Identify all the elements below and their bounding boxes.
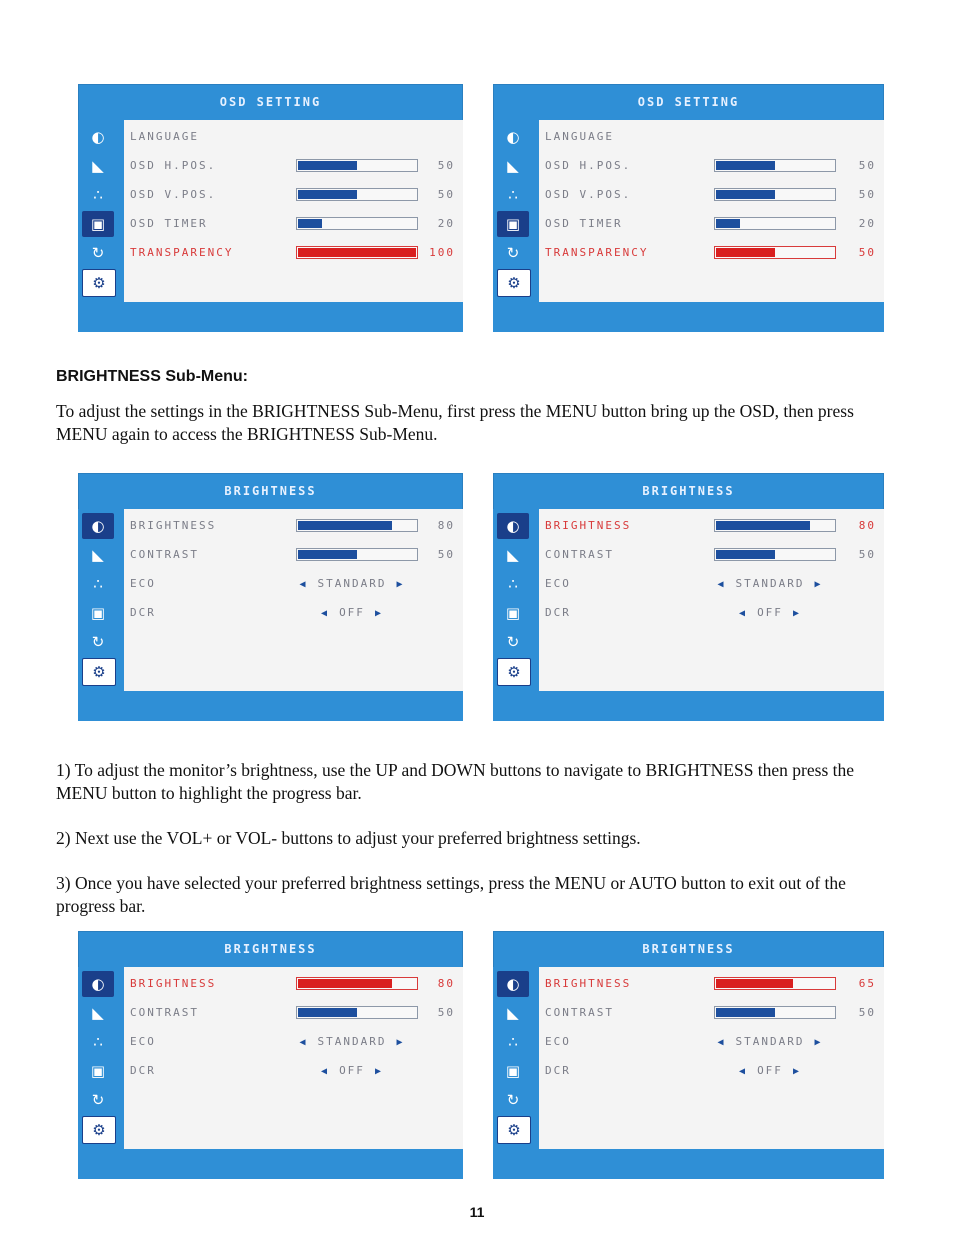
osd-menu-row (545, 515, 876, 537)
brightness-contrast-icon: ◐ (497, 513, 529, 539)
osd-progress-fill (298, 248, 416, 257)
arrow-left-icon: ◀ (739, 1066, 748, 1077)
osd-option-value: OFF (757, 606, 783, 619)
osd-menu-row (130, 1002, 455, 1024)
osd-option-value: STANDARD (735, 577, 805, 590)
osd-progress-fill (716, 1008, 775, 1017)
osd-option-selector (710, 1064, 830, 1077)
settings-icon: ⚙ (497, 269, 531, 297)
osd-progress-fill (716, 521, 810, 530)
settings-icon: ⚙ (82, 269, 116, 297)
osd-screenshot (493, 84, 884, 332)
osd-row-label: CONTRAST (130, 548, 199, 561)
osd-menu-title: BRIGHTNESS (224, 942, 317, 956)
osd-row-value: 50 (437, 548, 455, 561)
osd-menu-row (545, 1031, 876, 1053)
osd-menu-body (78, 120, 463, 302)
osd-row-label: BRIGHTNESS (545, 519, 632, 532)
osd-row-label: DCR (545, 1064, 571, 1077)
arrow-left-icon: ◀ (321, 608, 330, 619)
arrow-right-icon: ▶ (396, 1037, 405, 1048)
osd-bottom-bar (78, 302, 463, 332)
color-icon: ∴ (508, 1033, 518, 1051)
osd-progress-fill (716, 219, 740, 228)
osd-icon: ▣ (90, 604, 106, 622)
osd-menu-row (130, 515, 455, 537)
osd-progress-bar (296, 977, 418, 990)
osd-row-value: 100 (429, 246, 455, 259)
image-adjust-icon: ◣ (507, 157, 519, 175)
osd-row-value: 80 (437, 977, 455, 990)
settings-icon: ⚙ (82, 658, 116, 686)
osd-progress-bar (714, 246, 836, 259)
osd-progress-bar (296, 188, 418, 201)
settings-icon: ⚙ (497, 658, 531, 686)
osd-row-value: 50 (437, 1006, 455, 1019)
osd-screenshot (78, 84, 463, 332)
image-adjust-icon: ◣ (92, 157, 104, 175)
osd-row-label: BRIGHTNESS (130, 519, 217, 532)
osd-option-selector (292, 1064, 412, 1077)
image-adjust-icon: ◣ (507, 1004, 519, 1022)
osd-menu-title: BRIGHTNESS (642, 942, 735, 956)
arrow-right-icon: ▶ (374, 608, 383, 619)
osd-bottom-bar (78, 1149, 463, 1179)
osd-progress-bar (296, 548, 418, 561)
settings-icon: ⚙ (497, 1116, 531, 1144)
reset-icon: ↻ (91, 1091, 105, 1109)
osd-option-value: STANDARD (735, 1035, 805, 1048)
step-3-paragraph: 3) Once you have selected your preferred brightness settings, press the MENU or AUTO button to exit out of the progress bar. (56, 873, 846, 916)
osd-progress-fill (298, 1008, 357, 1017)
osd-option-value: OFF (339, 1064, 365, 1077)
arrow-left-icon: ◀ (299, 1037, 308, 1048)
osd-progress-bar (714, 977, 836, 990)
osd-menu-row (130, 1060, 455, 1082)
osd-progress-bar (296, 217, 418, 230)
osd-row-value: 50 (858, 188, 876, 201)
arrow-right-icon: ▶ (374, 1066, 383, 1077)
osd-menu-row (130, 213, 455, 235)
color-icon: ∴ (93, 575, 103, 593)
image-adjust-icon: ◣ (92, 1004, 104, 1022)
osd-row-value: 80 (858, 519, 876, 532)
osd-menu-title: OSD SETTING (219, 95, 322, 109)
brightness-contrast-icon: ◐ (91, 128, 105, 146)
osd-row-value: 50 (437, 188, 455, 201)
color-icon: ∴ (508, 575, 518, 593)
osd-row-value: 50 (858, 159, 876, 172)
osd-row-label: LANGUAGE (130, 130, 199, 143)
osd-progress-bar (296, 246, 418, 259)
osd-progress-bar (714, 159, 836, 172)
osd-menu-row (130, 602, 455, 624)
reset-icon: ↻ (506, 1091, 520, 1109)
osd-row-label: ECO (130, 577, 156, 590)
osd-progress-bar (714, 188, 836, 201)
osd-progress-fill (716, 161, 775, 170)
brightness-contrast-icon: ◐ (82, 971, 114, 997)
osd-menu-row (545, 242, 876, 264)
osd-progress-fill (298, 979, 392, 988)
osd-option-selector (292, 1035, 412, 1048)
osd-option-selector (292, 606, 412, 619)
osd-row-label: ECO (545, 1035, 571, 1048)
osd-row-label: OSD V.POS. (130, 188, 217, 201)
osd-bottom-bar (78, 691, 463, 721)
osd-bottom-bar (493, 691, 884, 721)
osd-row-label: OSD TIMER (545, 217, 623, 230)
osd-menu-row (545, 155, 876, 177)
arrow-right-icon: ▶ (814, 579, 823, 590)
osd-row-value: 80 (437, 519, 455, 532)
osd-progress-bar (714, 1006, 836, 1019)
section-heading: BRIGHTNESS Sub-Menu: (56, 368, 248, 385)
osd-menu-row (545, 973, 876, 995)
osd-menu-body (78, 509, 463, 691)
arrow-right-icon: ▶ (396, 579, 405, 590)
osd-progress-fill (298, 219, 322, 228)
osd-icon-column (78, 120, 124, 302)
arrow-left-icon: ◀ (717, 1037, 726, 1048)
color-icon: ∴ (93, 1033, 103, 1051)
settings-icon: ⚙ (82, 1116, 116, 1144)
osd-row-label: BRIGHTNESS (545, 977, 632, 990)
osd-row-label: CONTRAST (130, 1006, 199, 1019)
osd-row-label: DCR (130, 606, 156, 619)
osd-menu-row (130, 1031, 455, 1053)
osd-screenshot (493, 473, 884, 721)
osd-bottom-bar (493, 302, 884, 332)
color-icon: ∴ (508, 186, 518, 204)
osd-menu-title: BRIGHTNESS (224, 484, 317, 498)
osd-menu-body (493, 967, 884, 1149)
osd-menu-body (78, 967, 463, 1149)
brightness-contrast-icon: ◐ (497, 971, 529, 997)
osd-row-label: OSD V.POS. (545, 188, 632, 201)
arrow-right-icon: ▶ (792, 1066, 801, 1077)
image-adjust-icon: ◣ (92, 546, 104, 564)
osd-icon: ▣ (82, 211, 114, 237)
osd-progress-bar (714, 519, 836, 532)
osd-row-label: TRANSPARENCY (545, 246, 649, 259)
osd-screenshot (78, 931, 463, 1179)
intro-paragraph: To adjust the settings in the BRIGHTNESS Sub-Menu, first press the MENU button bring up the OSD, then press MENU again to access the BRIGHTNESS Sub-Menu. (56, 401, 854, 444)
osd-row-label: BRIGHTNESS (130, 977, 217, 990)
osd-row-value: 20 (437, 217, 455, 230)
arrow-left-icon: ◀ (321, 1066, 330, 1077)
osd-icon-column (78, 967, 124, 1149)
osd-progress-fill (716, 979, 793, 988)
arrow-left-icon: ◀ (717, 579, 726, 590)
step-2-paragraph: 2) Next use the VOL+ or VOL- buttons to adjust your preferred brightness settings. (56, 828, 641, 848)
osd-option-value: OFF (757, 1064, 783, 1077)
osd-row-value: 20 (858, 217, 876, 230)
image-adjust-icon: ◣ (507, 546, 519, 564)
page-number: 11 (469, 1204, 485, 1220)
osd-progress-fill (298, 161, 357, 170)
osd-progress-bar (296, 159, 418, 172)
osd-option-value: STANDARD (317, 577, 387, 590)
reset-icon: ↻ (506, 633, 520, 651)
osd-bottom-bar (493, 1149, 884, 1179)
osd-row-label: TRANSPARENCY (130, 246, 234, 259)
osd-progress-fill (716, 248, 775, 257)
osd-row-label: ECO (545, 577, 571, 590)
osd-progress-bar (714, 217, 836, 230)
osd-menu-row (545, 1002, 876, 1024)
osd-menu-row (545, 1060, 876, 1082)
osd-menu-row (130, 184, 455, 206)
brightness-contrast-icon: ◐ (506, 128, 520, 146)
arrow-right-icon: ▶ (792, 608, 801, 619)
osd-menu-row (545, 602, 876, 624)
osd-row-label: CONTRAST (545, 548, 614, 561)
osd-screenshot (78, 473, 463, 721)
osd-menu-row (130, 973, 455, 995)
osd-menu-row (130, 155, 455, 177)
osd-icon-column (78, 509, 124, 691)
arrow-left-icon: ◀ (739, 608, 748, 619)
osd-icon: ▣ (497, 211, 529, 237)
brightness-contrast-icon: ◐ (82, 513, 114, 539)
osd-row-label: CONTRAST (545, 1006, 614, 1019)
osd-menu-row (545, 544, 876, 566)
osd-progress-fill (716, 190, 775, 199)
step-1-paragraph: 1) To adjust the monitor’s brightness, use the UP and DOWN buttons to navigate to BRIGHTNESS then press the MENU button to highlight the progress bar. (56, 760, 855, 803)
osd-option-value: STANDARD (317, 1035, 387, 1048)
osd-row-value: 50 (858, 246, 876, 259)
osd-icon: ▣ (505, 604, 521, 622)
osd-icon-column (493, 509, 539, 691)
osd-icon-column (493, 967, 539, 1149)
osd-option-selector (292, 577, 412, 590)
reset-icon: ↻ (91, 244, 105, 262)
osd-menu-body (493, 509, 884, 691)
osd-menu-title: BRIGHTNESS (642, 484, 735, 498)
osd-icon: ▣ (505, 1062, 521, 1080)
osd-progress-bar (714, 548, 836, 561)
osd-row-label: OSD H.POS. (130, 159, 217, 172)
osd-menu-title: OSD SETTING (637, 95, 740, 109)
osd-icon-column (493, 120, 539, 302)
osd-progress-bar (296, 519, 418, 532)
osd-menu-row (130, 573, 455, 595)
osd-option-selector (710, 606, 830, 619)
osd-icon: ▣ (90, 1062, 106, 1080)
osd-option-value: OFF (339, 606, 365, 619)
osd-row-label: LANGUAGE (545, 130, 614, 143)
osd-progress-fill (298, 521, 392, 530)
osd-row-label: OSD TIMER (130, 217, 208, 230)
osd-progress-fill (298, 550, 357, 559)
arrow-right-icon: ▶ (814, 1037, 823, 1048)
osd-menu-row (545, 184, 876, 206)
osd-menu-body (493, 120, 884, 302)
osd-row-label: DCR (130, 1064, 156, 1077)
osd-row-label: DCR (545, 606, 571, 619)
osd-row-label: ECO (130, 1035, 156, 1048)
osd-option-selector (710, 1035, 830, 1048)
osd-row-label: OSD H.POS. (545, 159, 632, 172)
osd-menu-row (130, 126, 455, 148)
osd-screenshot (493, 931, 884, 1179)
reset-icon: ↻ (506, 244, 520, 262)
osd-progress-fill (298, 190, 357, 199)
osd-option-selector (710, 577, 830, 590)
osd-progress-fill (716, 550, 775, 559)
osd-row-value: 50 (437, 159, 455, 172)
osd-menu-row (545, 573, 876, 595)
osd-row-value: 50 (858, 1006, 876, 1019)
color-icon: ∴ (93, 186, 103, 204)
reset-icon: ↻ (91, 633, 105, 651)
osd-row-value: 65 (858, 977, 876, 990)
osd-menu-row (130, 544, 455, 566)
arrow-left-icon: ◀ (299, 579, 308, 590)
osd-row-value: 50 (858, 548, 876, 561)
osd-menu-row (545, 213, 876, 235)
osd-progress-bar (296, 1006, 418, 1019)
osd-menu-row (130, 242, 455, 264)
osd-menu-row (545, 126, 876, 148)
